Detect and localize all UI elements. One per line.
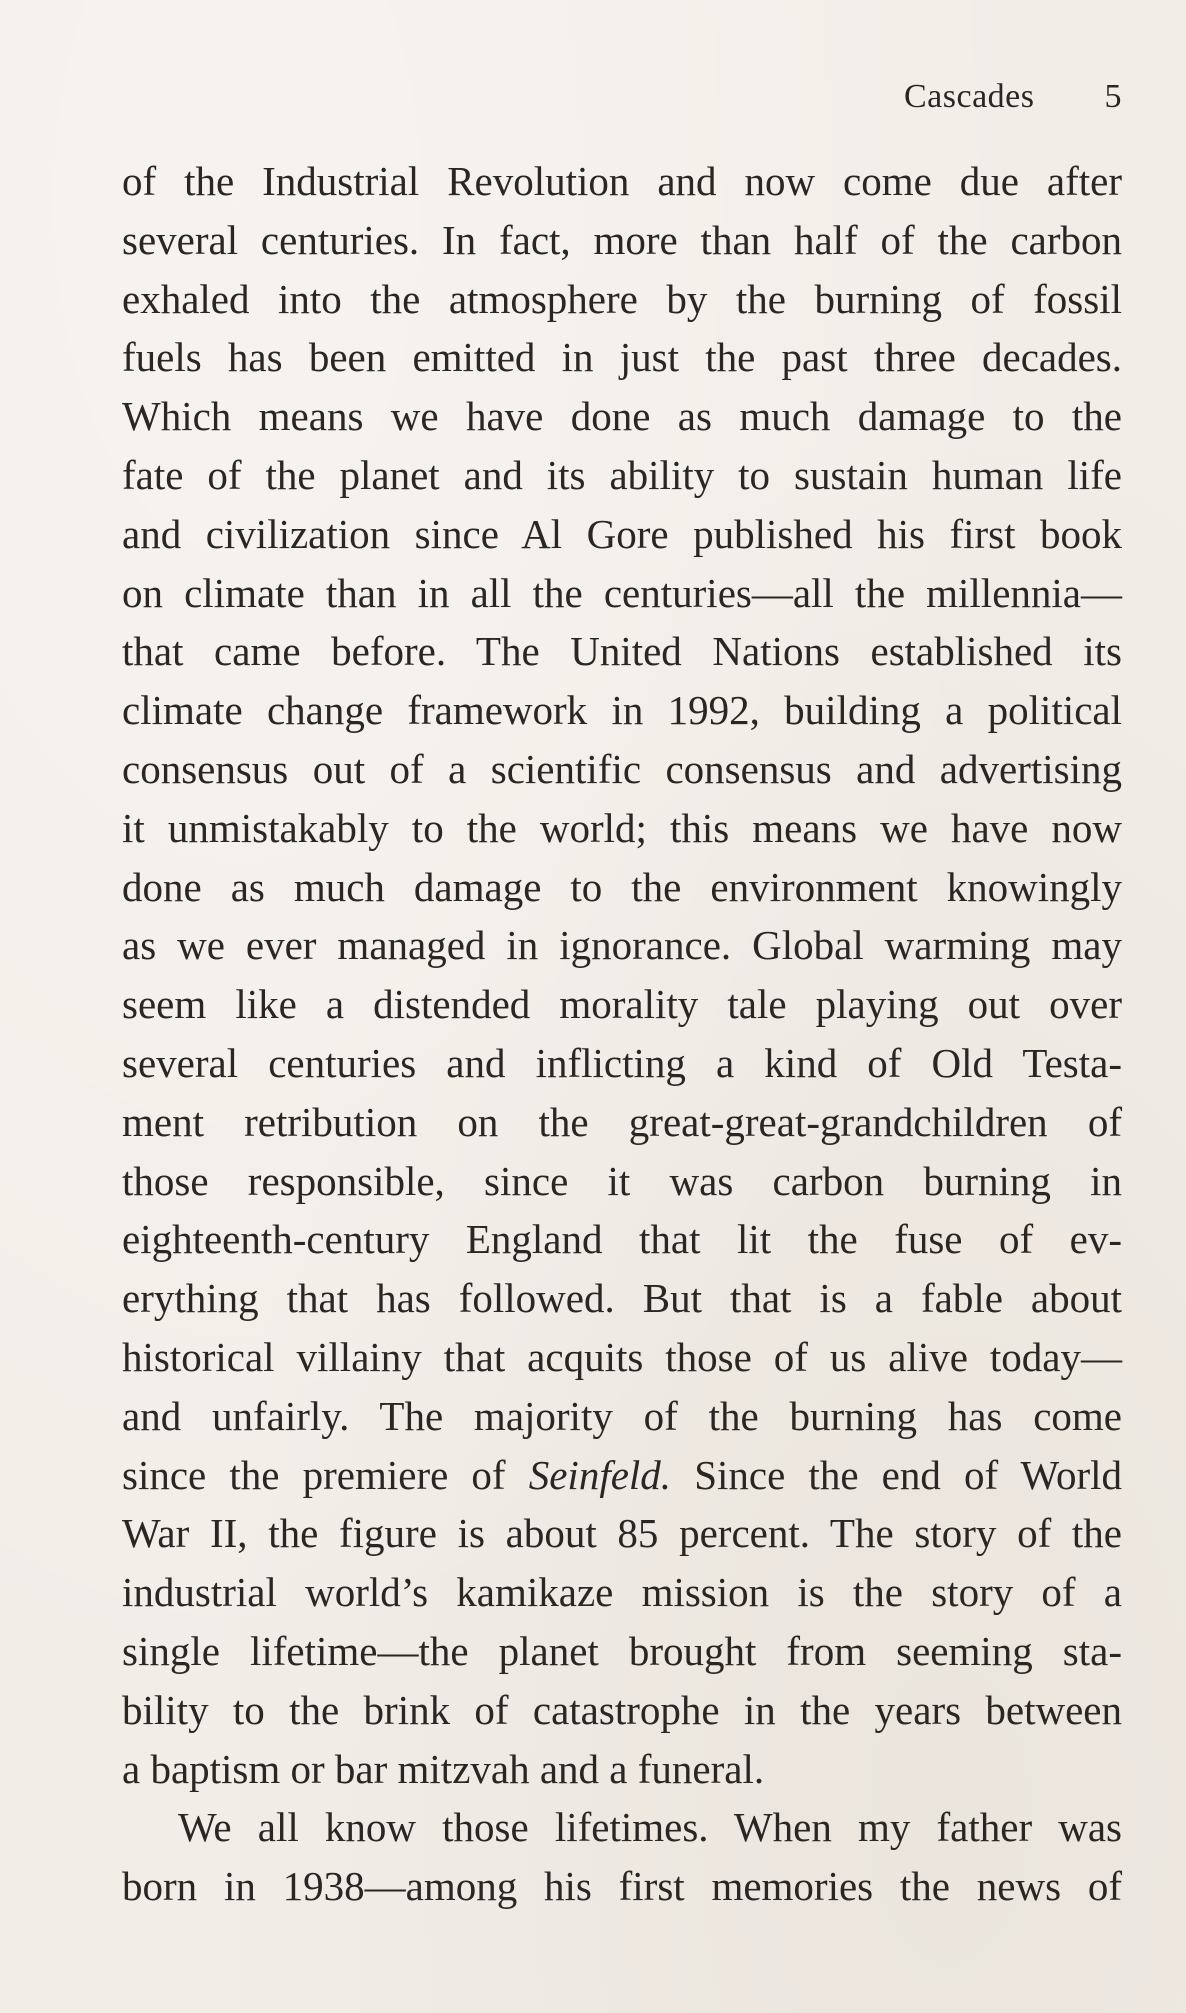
text-line: done as much damage to the environment knowingly: [122, 863, 1122, 910]
text-line: ment retribution on the great-great-grandchildren of: [122, 1098, 1122, 1145]
text-line: We all know those lifetimes. When my father was: [178, 1804, 1122, 1851]
text-line: on climate than in all the centuries—all the millennia—: [122, 569, 1122, 616]
text-line: eighteenth-century England that lit the fuse of ev-: [122, 1216, 1122, 1263]
text-line: and unfairly. The majority of the burning has come: [122, 1392, 1122, 1439]
text-line: single lifetime—the planet brought from seeming sta-: [122, 1627, 1122, 1674]
text-line: climate change framework in 1992, building a political: [122, 687, 1122, 734]
text-line-with-italic: [122, 1446, 1122, 1505]
text-line: consensus out of a scientific consensus and advertising: [122, 745, 1122, 792]
text-line: exhaled into the atmosphere by the burning of fossil: [122, 275, 1122, 322]
text-line: bility to the brink of catastrophe in the years between: [122, 1686, 1122, 1733]
text-line: it unmistakably to the world; this means we have now: [122, 804, 1122, 851]
text-line: fuels has been emitted in just the past three decades.: [122, 334, 1122, 381]
running-head: [0, 78, 1122, 116]
text-line: industrial world’s kamikaze mission is the story of a: [122, 1569, 1122, 1616]
text-line: War II, the figure is about 85 percent. The story of the: [122, 1510, 1122, 1557]
text-line: and civilization since Al Gore published his first book: [122, 510, 1122, 557]
text-line: several centuries and inflicting a kind of Old Testa-: [122, 1039, 1122, 1086]
text-segment: Since the end of World: [671, 1451, 1123, 1498]
text-line: as we ever managed in ignorance. Global warming may: [122, 922, 1122, 969]
text-line: several centuries. In fact, more than half of the carbon: [122, 216, 1122, 263]
text-line: historical villainy that acquits those of us alive today—: [122, 1333, 1122, 1380]
text-line: fate of the planet and its ability to sustain human life: [122, 451, 1122, 498]
italic-title: Seinfeld.: [528, 1451, 672, 1498]
page-number: 5: [1104, 78, 1122, 115]
text-line: Which means we have done as much damage to the: [122, 393, 1122, 440]
text-line: erything that has followed. But that is a fable about: [122, 1275, 1122, 1322]
text-line: that came before. The United Nations established its: [122, 628, 1122, 675]
body-text: [122, 152, 1122, 1916]
text-line: those responsible, since it was carbon burning in: [122, 1157, 1122, 1204]
text-line: a baptism or bar mitzvah and a funeral.: [122, 1745, 765, 1792]
chapter-title: Cascades: [903, 78, 1035, 115]
text-segment: since the premiere of: [122, 1451, 529, 1498]
text-line: seem like a distended morality tale playing out over: [122, 981, 1122, 1028]
text-line: born in 1938—among his first memories the news of: [122, 1863, 1122, 1910]
text-line: of the Industrial Revolution and now come due after: [122, 158, 1122, 204]
